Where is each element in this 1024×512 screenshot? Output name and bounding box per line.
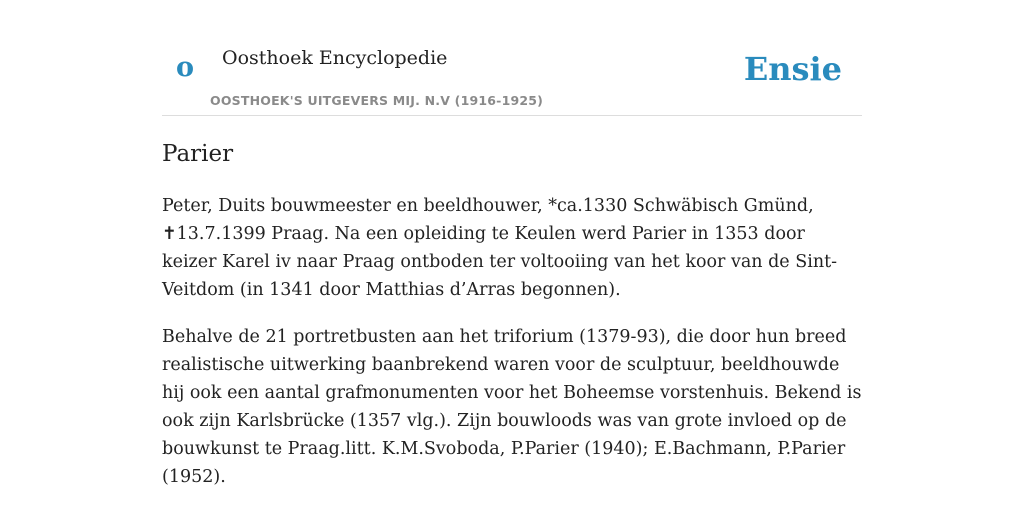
article-title: Parier [162,141,234,167]
brand-logo-link[interactable]: Ensie [743,50,842,88]
article-paragraph: Peter, Duits bouwmeester en beeldhouwer, *ca.1330 Schwäbisch Gmünd, ✝13.7.1399 Praag. Na een opleiding te Keulen werd Parier in 1353 door keizer Karel iv naar Praag ontboden ter voltooiing van het koor van de Sint-Veitdom (in 1341 door Matthias d’Arras begonnen). [162,196,838,300]
site-subtitle: OOSTHOEK'S UITGEVERS MIJ. N.V (1916-1925) [210,93,544,108]
page-content [162,0,862,487]
site-title[interactable]: Oosthoek Encyclopedie [222,47,448,69]
article-body [162,192,862,510]
site-header [162,0,862,116]
article-paragraph: Behalve de 21 portretbusten aan het triforium (1379-93), die door hun breed realistische uitwerking baanbrekend waren voor de sculptuur, beeldhouwde hij ook een aantal grafmonumenten voor het Boheemse vorstenhuis. Bekend is ook zijn Karlsbrücke (1357 vlg.). Zijn bouwloods was van grote invloed op de bouwkunst te Praag.litt. K.M.Svoboda, P.Parier (1940); E.Bachmann, P.Parier (1952). [162,327,862,487]
logo-icon[interactable]: o [176,52,195,83]
